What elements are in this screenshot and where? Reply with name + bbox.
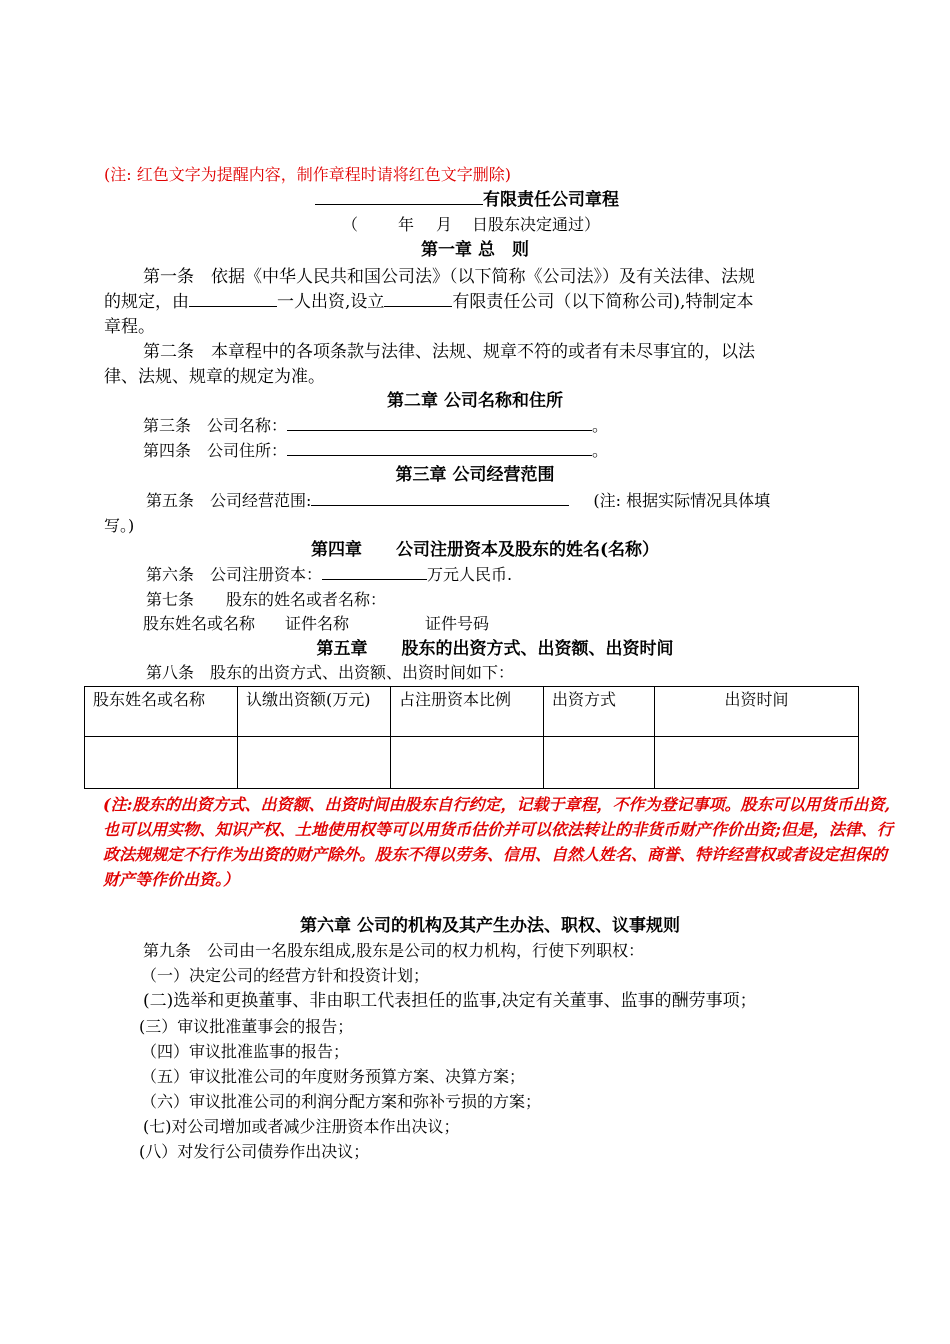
art4-end: 。 bbox=[592, 441, 609, 460]
capital-field bbox=[322, 563, 427, 580]
company-blank bbox=[384, 290, 452, 307]
art9-item: (八）对发行公司债券作出决议； bbox=[139, 1142, 370, 1161]
date-line bbox=[342, 213, 600, 237]
id-col-name: 股东姓名或名称 bbox=[143, 614, 256, 633]
art9-item: （一）决定公司的经营方针和投资计划； bbox=[141, 966, 430, 985]
shareholder-blank bbox=[189, 290, 277, 307]
th-amount: 认缴出资额(万元) bbox=[238, 687, 391, 737]
th-time: 出资时间 bbox=[655, 687, 859, 737]
th-method: 出资方式 bbox=[544, 687, 655, 737]
id-col-doc-type: 证件名称 bbox=[285, 614, 350, 633]
doc-title-text: 有限责任公司章程 bbox=[483, 190, 619, 210]
id-columns bbox=[143, 612, 489, 636]
art1-line1: 第一条 依据《中华人民共和国公司法》（以下简称《公司法》）及有关法律、法规 bbox=[143, 267, 755, 287]
art8: 第八条 股东的出资方式、出资额、出资时间如下： bbox=[146, 663, 515, 682]
chapter-4: 第四章 公司注册资本及股东的姓名(名称） bbox=[310, 540, 660, 560]
art5-label: 第五条 公司经营范围: bbox=[146, 491, 312, 510]
table-cell bbox=[391, 737, 544, 789]
art1-l2b: 一人出资,设立 bbox=[277, 292, 385, 312]
note-top: (注: 红色文字为提醒内容，制作章程时请将红色文字删除) bbox=[104, 165, 511, 184]
company-name-field bbox=[287, 414, 592, 431]
art4-label: 第四条 公司住所： bbox=[143, 441, 288, 460]
th-ratio: 占注册资本比例 bbox=[391, 687, 544, 737]
art1-l2a: 的规定，由 bbox=[104, 292, 189, 312]
art3 bbox=[143, 414, 608, 438]
chapter-3: 第三章 公司经营范围 bbox=[395, 465, 555, 485]
art9-intro: 第九条 公司由一名股东组成,股东是公司的权力机构，行使下列职权： bbox=[143, 941, 645, 960]
art3-label: 第三条 公司名称： bbox=[143, 416, 288, 435]
table-cell bbox=[655, 737, 859, 789]
art9-item: (七)对公司增加或者减少注册资本作出决议； bbox=[143, 1117, 460, 1136]
table-cell bbox=[544, 737, 655, 789]
table-cell bbox=[238, 737, 391, 789]
art9-item: (三）审议批准董事会的报告； bbox=[139, 1017, 354, 1036]
art9-item: （四）审议批准监事的报告； bbox=[141, 1042, 350, 1061]
art1-l2c: 有限责任公司（以下简称公司),特制定本 bbox=[452, 292, 754, 312]
date-month: 月 bbox=[436, 215, 453, 234]
table-header-row bbox=[85, 687, 859, 737]
company-name-blank bbox=[315, 188, 483, 205]
company-address-field bbox=[287, 439, 592, 456]
art5 bbox=[146, 489, 770, 513]
id-col-doc-number: 证件号码 bbox=[425, 614, 490, 633]
art9-item: （六）审议批准公司的利润分配方案和弥补亏损的方案； bbox=[141, 1092, 542, 1111]
chapter-1: 第一章 总 则 bbox=[421, 240, 529, 260]
art2-line2: 律、法规、规章的规定为准。 bbox=[104, 367, 325, 387]
chapter-2: 第二章 公司名称和住所 bbox=[387, 391, 563, 411]
art5-note: (注: 根据实际情况具体填 bbox=[593, 491, 771, 510]
art6 bbox=[146, 563, 512, 587]
art1-line2 bbox=[104, 290, 753, 314]
art5-note2: 写。) bbox=[104, 516, 135, 535]
date-year: 年 bbox=[398, 215, 415, 234]
art3-end: 。 bbox=[592, 416, 609, 435]
art4 bbox=[143, 439, 608, 463]
art9-item: (二)选举和更换董事、非由职工代表担任的监事,决定有关董事、监事的酬劳事项； bbox=[143, 991, 757, 1011]
date-open: （ bbox=[342, 215, 359, 234]
table-cell bbox=[85, 737, 238, 789]
contribution-red-note: (注:股东的出资方式、出资额、出资时间由股东自行约定，记载于章程，不作为登记事项。股东可以用货币出资,也可以用实物、知识产权、土地使用权等可以用货币估价并可以依法转让的非货币财产作价出资;但是，法律、行政法规规定不行作为出资的财产除外。股东不得以劳务、信用、自然人姓名、商誉、特许经营权或者设定担保的财产等作价出资。） bbox=[103, 795, 893, 889]
art6-end: 万元人民币. bbox=[427, 565, 513, 584]
capital-contribution-table bbox=[84, 686, 859, 789]
art1-line3: 章程。 bbox=[104, 317, 155, 337]
doc-title bbox=[315, 188, 619, 212]
table-row bbox=[85, 737, 859, 789]
art2-line1: 第二条 本章程中的各项条款与法律、法规、规章不符的或者有未尽事宜的，以法 bbox=[143, 342, 755, 362]
business-scope-field bbox=[311, 489, 569, 506]
art6-label: 第六条 公司注册资本： bbox=[146, 565, 323, 584]
date-close: 日股东决定通过） bbox=[472, 215, 601, 234]
chapter-6: 第六章 公司的机构及其产生办法、职权、议事规则 bbox=[300, 916, 680, 936]
art7: 第七条 股东的姓名或者名称： bbox=[146, 590, 387, 609]
chapter-5: 第五章 股东的出资方式、出资额、出资时间 bbox=[316, 639, 674, 659]
th-shareholder: 股东姓名或名称 bbox=[85, 687, 238, 737]
art9-item: （五）审议批准公司的年度财务预算方案、决算方案； bbox=[141, 1067, 526, 1086]
